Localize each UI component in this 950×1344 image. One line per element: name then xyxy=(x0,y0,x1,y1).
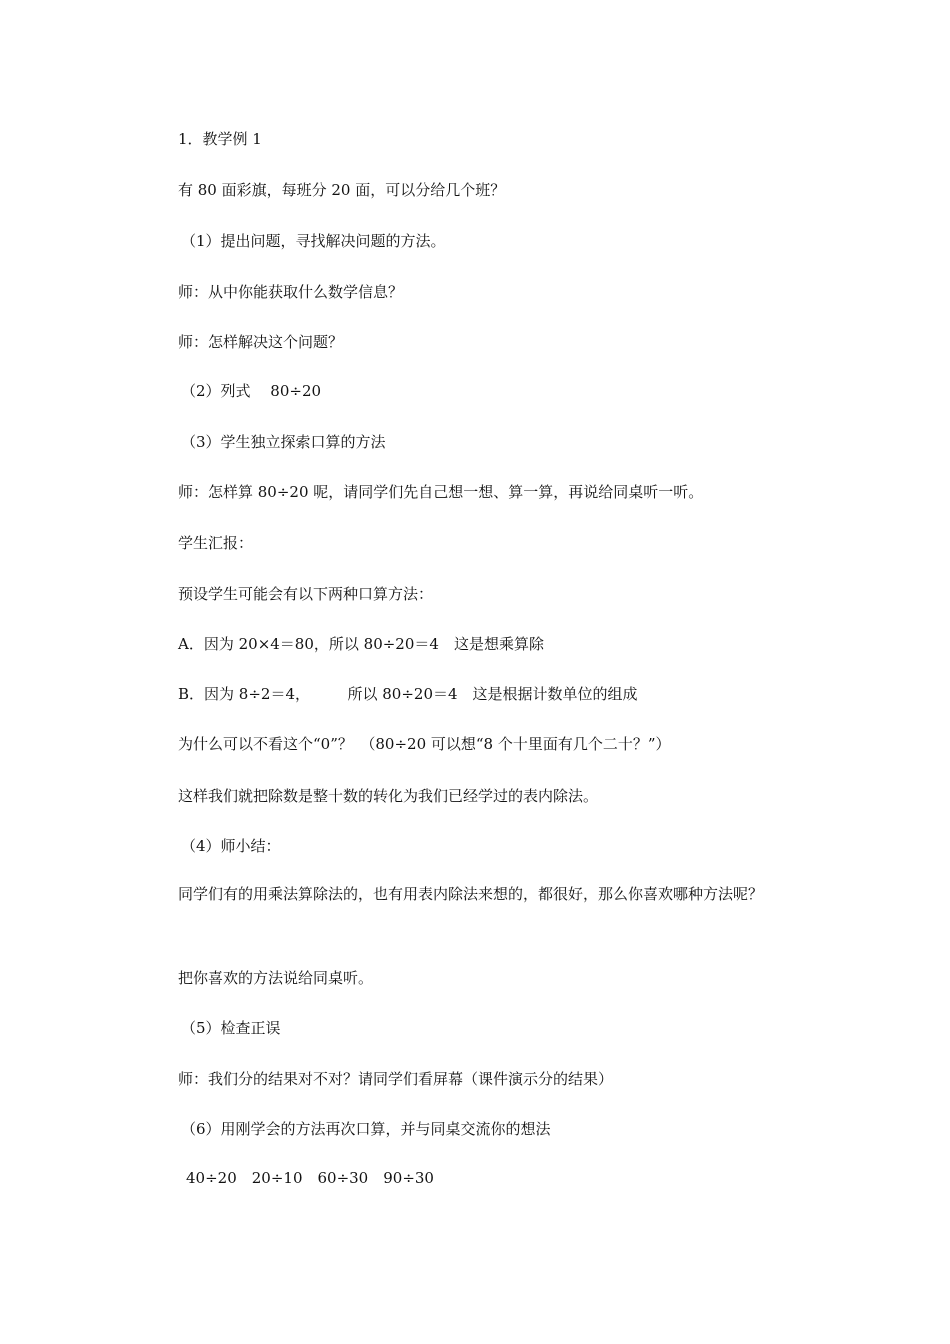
step-3-heading: （3）学生独立探索口算的方法 xyxy=(181,433,386,451)
teacher-question-2: 师：怎样解决这个问题？ xyxy=(178,333,344,351)
share-instruction: 把你喜欢的方法说给同桌听。 xyxy=(178,969,374,987)
zero-question: 为什么可以不看这个“0”？ （80÷20 可以想“8 个十里面有几个二十？”） xyxy=(178,735,671,753)
practice-exercises: 40÷20 20÷10 60÷30 90÷30 xyxy=(186,1169,434,1187)
teacher-summary: 同学们有的用乘法算除法的，也有用表内除法来想的，都很好，那么你喜欢哪种方法呢？ xyxy=(178,885,764,903)
section-heading: 1．教学例 1 xyxy=(178,130,262,148)
method-b: B．因为 8÷2＝4， 所以 80÷20＝4 这是根据计数单位的组成 xyxy=(178,685,638,703)
step-1-heading: （1）提出问题，寻找解决问题的方法。 xyxy=(181,232,446,250)
student-report-label: 学生汇报： xyxy=(178,534,254,552)
check-results: 师：我们分的结果对不对？请同学们看屏幕（课件演示分的结果） xyxy=(178,1070,614,1088)
method-a: A．因为 20×4＝80，所以 80÷20＝4 这是想乘算除 xyxy=(178,635,544,653)
conversion-note: 这样我们就把除数是整十数的转化为我们已经学过的表内除法。 xyxy=(178,787,599,805)
step-6-heading: （6）用刚学会的方法再次口算，并与同桌交流你的想法 xyxy=(181,1120,551,1138)
step-4-heading: （4）师小结： xyxy=(181,837,281,855)
problem-statement: 有 80 面彩旗，每班分 20 面，可以分给几个班？ xyxy=(178,181,506,199)
step-5-heading: （5）检查正误 xyxy=(181,1019,281,1037)
step-2-formula: （2）列式 80÷20 xyxy=(181,382,322,400)
teacher-instruction: 师：怎样算 80÷20 呢，请同学们先自己想一想、算一算，再说给同桌听一听。 xyxy=(178,483,704,501)
preset-methods-intro: 预设学生可能会有以下两种口算方法： xyxy=(178,585,434,603)
teacher-question-1: 师：从中你能获取什么数学信息？ xyxy=(178,283,404,301)
